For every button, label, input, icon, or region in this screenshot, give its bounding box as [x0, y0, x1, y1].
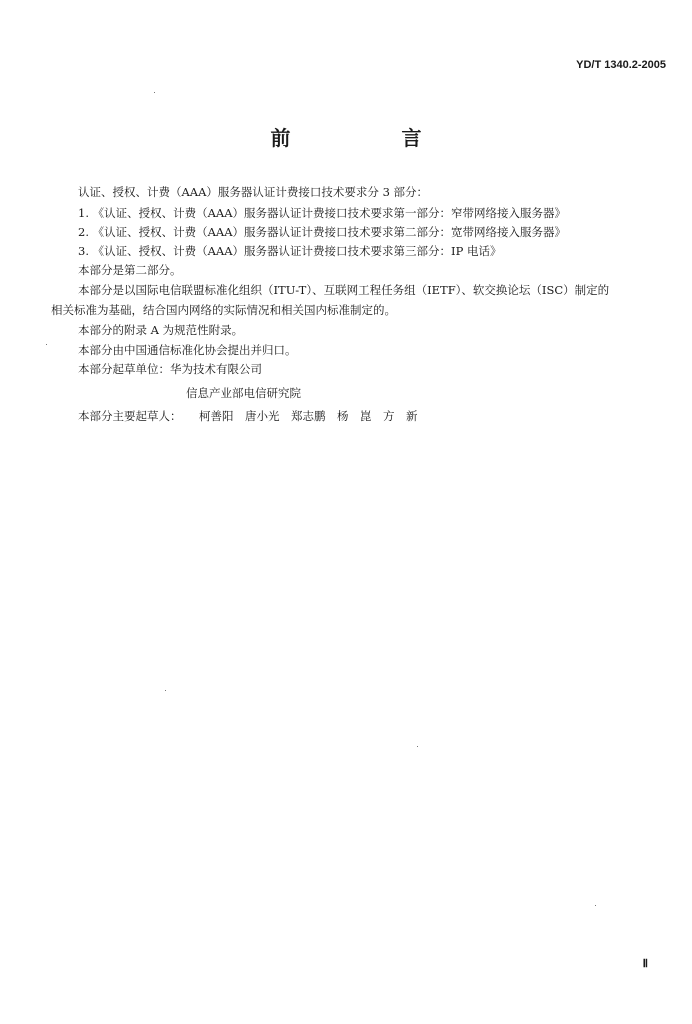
this-part-statement: 本部分是第二部分。 — [78, 263, 182, 277]
basis-paragraph-line-1: 本部分是以国际电信联盟标准化组织（ITU-T）、互联网工程任务组（IETF）、软交换论坛（ISC）制定的 — [78, 283, 610, 297]
standard-id: YD/T 1340.2-2005 — [576, 59, 666, 71]
scan-speck — [165, 690, 166, 691]
basis-paragraph-line-2: 相关标准为基础，结合国内网络的实际情况和相关国内标准制定的。 — [51, 303, 396, 317]
annex-statement: 本部分的附录 A 为规范性附录。 — [78, 323, 244, 337]
drafters-label: 本部分主要起草人： — [78, 409, 182, 423]
part-item-2: 2. 《认证、授权、计费（AAA）服务器认证计费接口技术要求第二部分：宽带网络接入服务器》 — [78, 225, 567, 239]
page-number: Ⅱ — [642, 958, 648, 970]
scan-speck — [595, 905, 596, 906]
part-item-1: 1. 《认证、授权、计费（AAA）服务器认证计费接口技术要求第一部分：窄带网络接入服务器》 — [78, 206, 567, 220]
page-title: 前 言 — [270, 126, 474, 150]
drafting-unit-2: 信息产业部电信研究院 — [186, 386, 301, 400]
drafters-list: 柯善阳 唐小光 郑志鹏 杨 崑 方 新 — [199, 409, 418, 423]
scan-speck — [154, 92, 155, 93]
drafting-units-label: 本部分起草单位：华为技术有限公司 — [78, 362, 262, 376]
intro-paragraph: 认证、授权、计费（AAA）服务器认证计费接口技术要求分 3 部分： — [78, 185, 429, 199]
scan-speck — [417, 746, 418, 747]
proposed-by-statement: 本部分由中国通信标准化协会提出并归口。 — [78, 343, 297, 357]
part-item-3: 3. 《认证、授权、计费（AAA）服务器认证计费接口技术要求第三部分：IP 电话》 — [78, 244, 502, 258]
scan-speck — [46, 344, 47, 345]
